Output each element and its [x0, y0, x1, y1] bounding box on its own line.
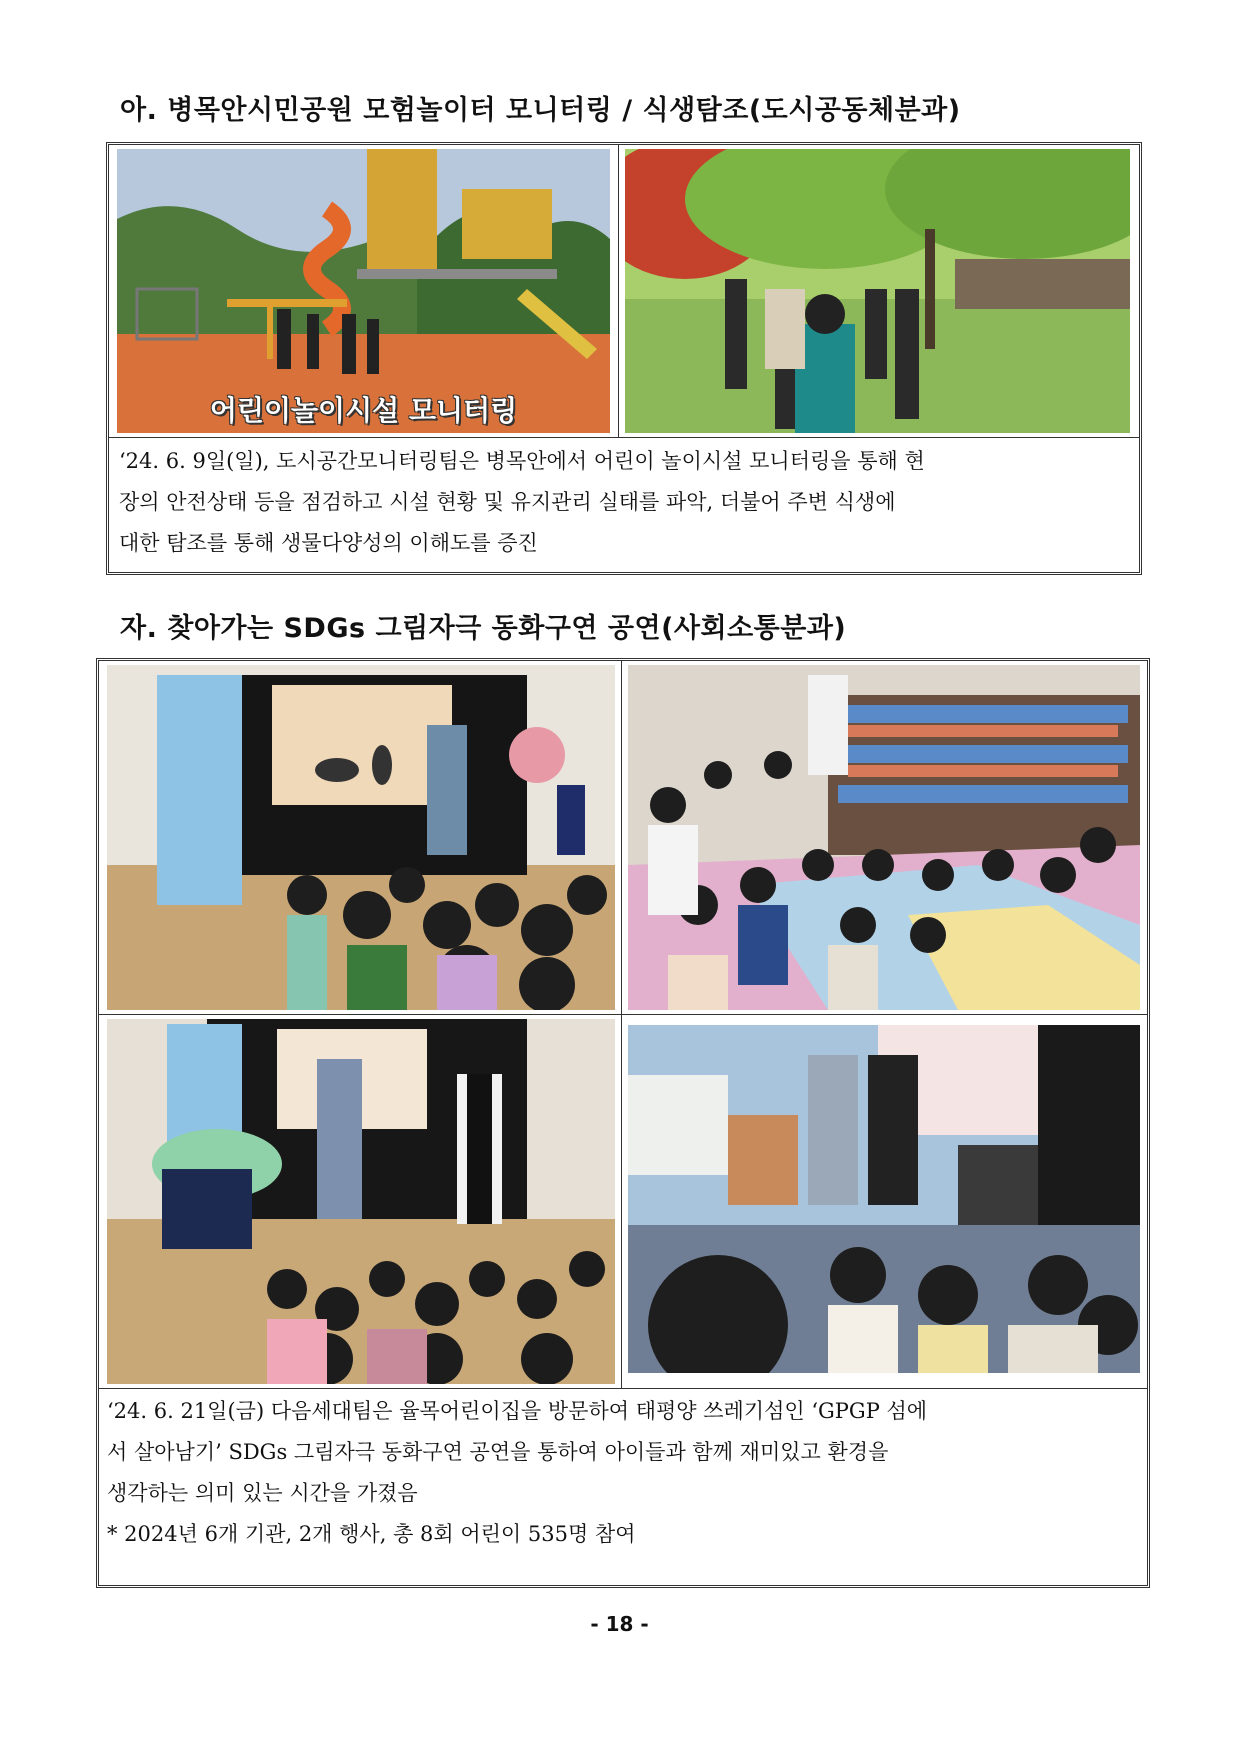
page-number: - 18 - — [590, 1612, 649, 1636]
section-a-photo-cell-1 — [109, 145, 619, 438]
park-photo — [625, 149, 1130, 433]
caption-line: 대한 탐조를 통해 생물다양성의 이해도를 증진 — [119, 531, 538, 555]
caption-line: 생각하는 의미 있는 시간을 가졌음 — [107, 1481, 418, 1505]
classroom-performance-photo — [628, 1025, 1140, 1373]
section-b-photo-cell-3 — [99, 1015, 622, 1389]
section-b-caption — [107, 1391, 1141, 1555]
section-a-caption — [119, 441, 1131, 564]
section-b-table — [96, 658, 1150, 1588]
caption-note: * 2024년 6개 기관, 2개 행사, 총 8회 어린이 535명 참여 — [107, 1522, 636, 1546]
section-a-title: 아. 병목안시민공원 모험놀이터 모니터링 / 식생탐조(도시공동체분과) — [120, 95, 961, 126]
section-b-title: 자. 찾아가는 SDGs 그림자극 동화구연 공연(사회소통분과) — [120, 613, 847, 644]
caption-line: 장의 안전상태 등을 점검하고 시설 현황 및 유지관리 실태를 파악, 더불어 주변 식생에 — [119, 490, 896, 514]
section-a-photo-cell-2 — [619, 145, 1139, 438]
caption-line: ‘24. 6. 9일(일), 도시공간모니터링팀은 병목안에서 어린이 놀이시설 모니터링을 통해 현 — [119, 449, 925, 473]
playground-photo — [117, 149, 610, 433]
library-audience-photo — [628, 665, 1140, 1010]
costume-performance-photo — [107, 1019, 615, 1384]
caption-line: 서 살아남기’ SDGs 그림자극 동화구연 공연을 통하여 아이들과 함께 재미있고 환경을 — [107, 1440, 889, 1464]
section-b-photo-cell-1 — [99, 661, 622, 1015]
section-b-photo-cell-4 — [622, 1015, 1147, 1389]
shadow-play-photo-1 — [107, 665, 615, 1010]
section-b-photo-cell-2 — [622, 661, 1147, 1015]
photo-overlay-label: 어린이놀이시설 모니터링 — [209, 394, 518, 427]
section-a-table — [106, 142, 1142, 575]
caption-line: ‘24. 6. 21일(금) 다음세대팀은 율목어린이집을 방문하여 태평양 쓰레기섬인 ‘GPGP 섬에 — [107, 1399, 928, 1423]
